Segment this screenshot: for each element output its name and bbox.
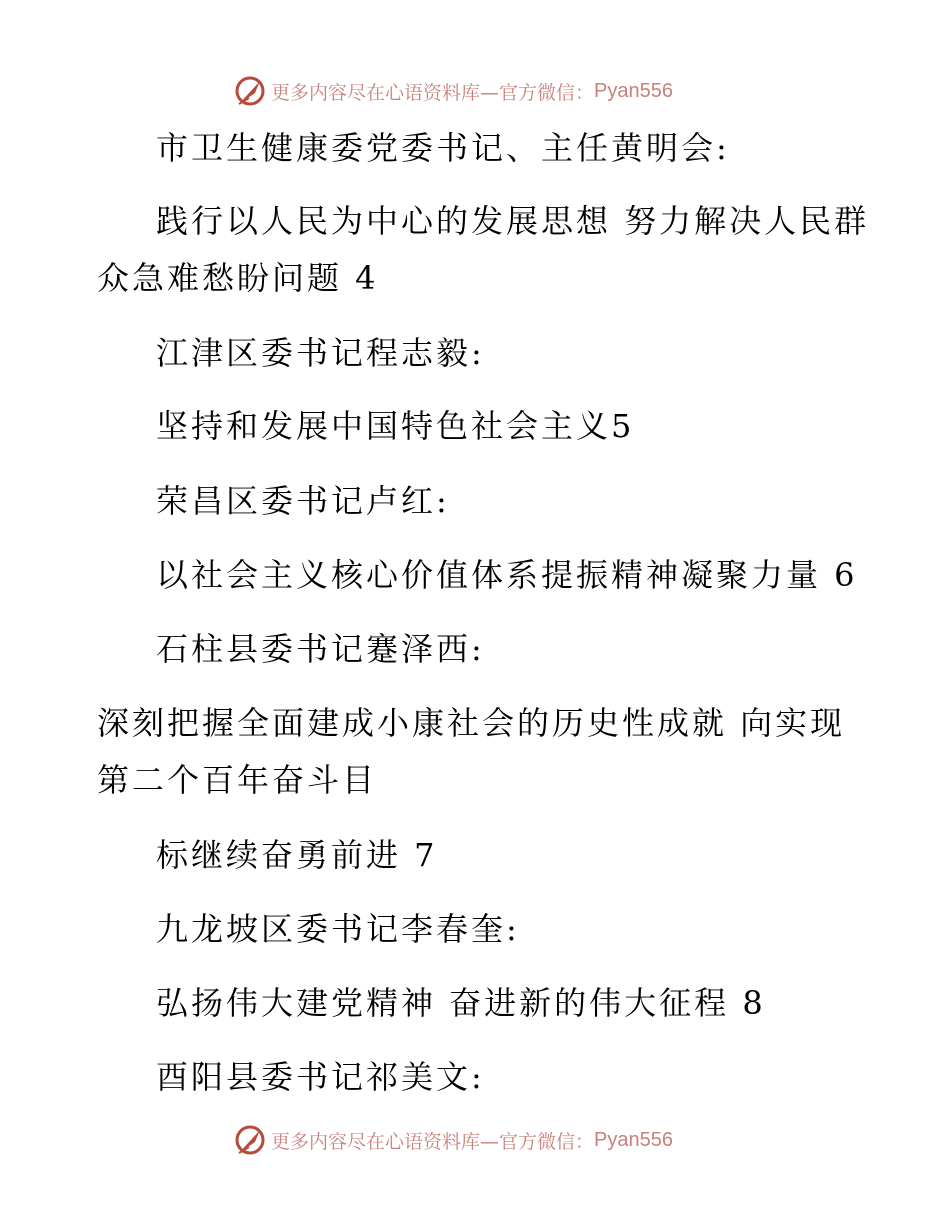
watermark-handle: Pyan556 <box>594 1128 673 1151</box>
text-line-14: 酉阳县委书记祁美文: <box>156 1058 485 1096</box>
text-line-10: 第二个百年奋斗目 <box>97 761 378 799</box>
text-line-1: 市卫生健康委党委书记、主任黄明会: <box>156 129 730 167</box>
text-line-13: 弘扬伟大建党精神 奋进新的伟大征程 8 <box>156 984 766 1022</box>
text-line-4: 江津区委书记程志毅: <box>156 334 485 372</box>
watermark-handle: Pyan556 <box>594 79 673 102</box>
text-line-3: 众急难愁盼问题 4 <box>97 259 379 297</box>
watermark-text: 更多内容尽在心语资料库—官方微信： <box>271 81 595 104</box>
quill-logo-icon <box>233 1123 267 1157</box>
watermark-text: 更多内容尽在心语资料库—官方微信： <box>271 1130 595 1153</box>
text-line-6: 荣昌区委书记卢红: <box>156 482 450 520</box>
quill-logo-icon <box>233 74 267 108</box>
text-line-12: 九龙坡区委书记李春奎: <box>156 910 520 948</box>
text-line-7: 以社会主义核心价值体系提振精神凝聚力量 6 <box>156 556 858 594</box>
text-line-11: 标继续奋勇前进 7 <box>156 836 438 874</box>
text-line-5: 坚持和发展中国特色社会主义5 <box>156 407 635 445</box>
text-line-9: 深刻把握全面建成小康社会的历史性成就 向实现 <box>97 704 846 742</box>
header-watermark <box>233 71 673 111</box>
text-line-2: 践行以人民为中心的发展思想 努力解决人民群 <box>156 202 870 240</box>
footer-watermark <box>233 1120 673 1160</box>
text-line-8: 石柱县委书记蹇泽西: <box>156 630 485 668</box>
